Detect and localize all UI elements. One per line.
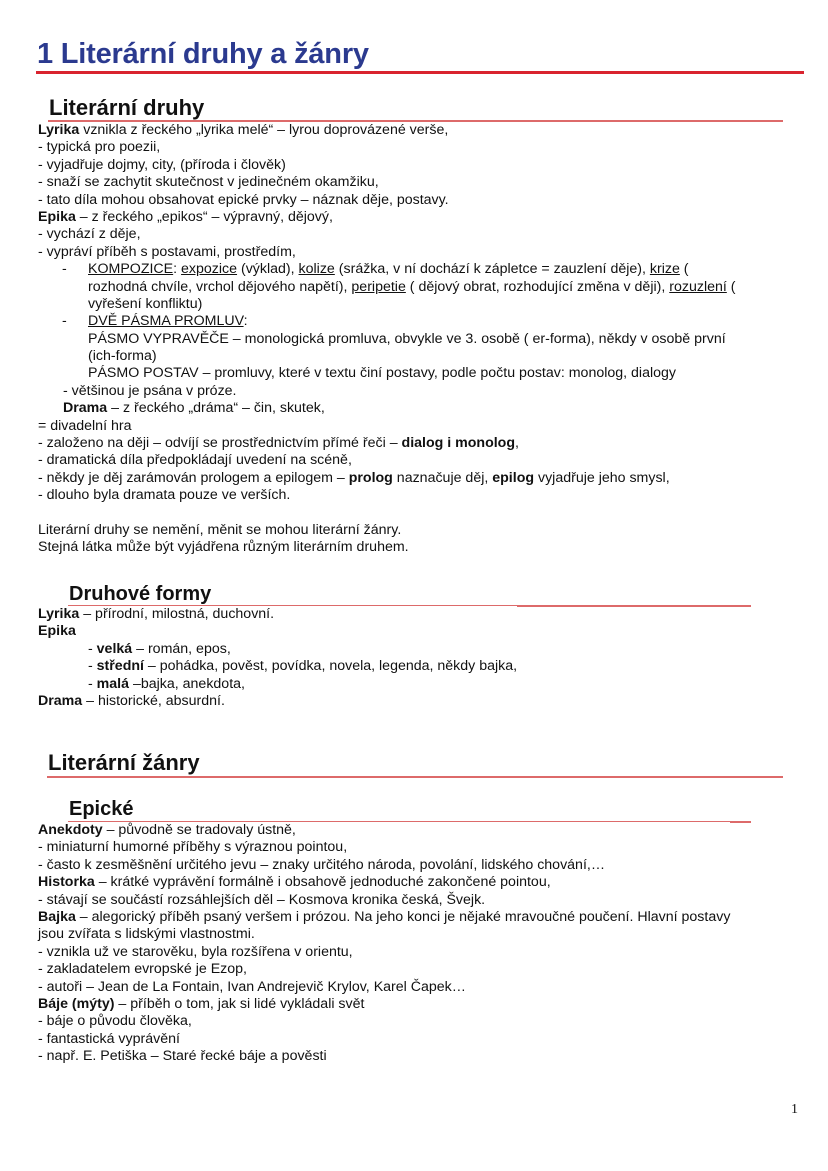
list-item: - založeno na ději – odvíjí se prostřednictvím přímé řeči – dialog i monolog, [38, 435, 736, 452]
paragraph-bajka: Bajka – alegorický příběh psaný veršem i prózou. Na jeho konci je nějaké mravoučné poučení. Hlavní postavy [38, 908, 731, 925]
list-item: - báje o původu člověka, [38, 1013, 730, 1030]
kompozice-item: - KOMPOZICE: expozice (výklad), kolize (srážka, v ní dochází k zápletce = zauzlení děje), krize ( [38, 261, 736, 278]
forma-lyrika: Lyrika – přírodní, milostná, duchovní. [38, 606, 517, 623]
pasmo-vypravece-continued: (ich-forma) [38, 348, 736, 365]
list-item: - vyjadřuje dojmy, city, (příroda i člověk) [38, 157, 736, 174]
pasma-label: DVĚ PÁSMA PROMLUV [88, 313, 244, 330]
list-item: - miniaturní humorné příběhy s výraznou pointou, [38, 839, 730, 856]
list-item: - vypráví příběh s postavami, prostředím, [38, 244, 736, 261]
list-item: - typická pro poezii, [38, 139, 736, 156]
kompozice-continued: rozhodná chvíle, vrchol dějového napětí), peripetie ( dějový obrat, rozhodující změna v ději), rozuzlení ( [38, 279, 736, 296]
section-druhy-body [38, 122, 736, 557]
list-item: - stávají se součástí rozsáhlejších děl – Kosmova kronika česká, Švejk. [38, 892, 730, 909]
list-item: - snaží se zachytit skutečnost v jedinečném okamžiku, [38, 174, 736, 191]
kompozice-continued: vyřešení konfliktu) [38, 296, 736, 313]
forma-drama: Drama – historické, absurdní. [38, 693, 517, 710]
page-title: 1 Literární druhy a žánry [37, 38, 369, 70]
list-item: - často k zesměšnění určitého jevu – znaky určitého národa, povolání, lidského chování,… [38, 857, 730, 874]
section-formy-body [38, 606, 517, 710]
paragraph-lyrika: Lyrika vznikla z řeckého „lyrika melé“ – lyrou doprovázené verše, [38, 122, 736, 139]
list-item: - většinou je psána v próze. [38, 383, 736, 400]
section-zanry-body [38, 822, 730, 1065]
list-item: - dramatická díla předpokládají uvedení na scéně, [38, 452, 736, 469]
paragraph-bajka-continued: jsou zvířata s lidskými vlastnostmi. [38, 926, 730, 943]
kompozice-label: KOMPOZICE [88, 261, 174, 278]
list-item: - někdy je děj zarámován prologem a epilogem – prolog naznačuje děj, epilog vyjadřuje jeho smysl, [38, 470, 736, 487]
summary-line: Stejná látka může být vyjádřena různým literárním druhem. [38, 539, 736, 556]
term-drama: Drama [63, 400, 108, 417]
forma-epika-item: - malá –bajka, anekdota, [38, 676, 517, 693]
list-item: - zakladatelem evropské je Ezop, [38, 961, 730, 978]
list-item: - fantastická vyprávění [38, 1031, 730, 1048]
list-item: - autoři – Jean de La Fontain, Ivan Andrejevič Krylov, Karel Čapek… [38, 979, 730, 996]
heading-epicke: Epické [69, 798, 134, 820]
pasmo-postav: PÁSMO POSTAV – promluvy, které v textu činí postavy, podle počtu postav: monolog, dialogy [38, 365, 736, 382]
heading-literarni-druhy: Literární druhy [49, 95, 205, 120]
forma-epika: Epika [38, 623, 517, 640]
paragraph-baje: Báje (mýty) – příběh o tom, jak si lidé vykládali svět [38, 996, 730, 1013]
paragraph-epika: Epika – z řeckého „epikos“ – výpravný, dějový, [38, 209, 736, 226]
paragraph-historka: Historka – krátké vyprávění formálně i obsahově jednoduché zakončené pointou, [38, 874, 730, 891]
list-item: - dlouho byla dramata pouze ve verších. [38, 487, 736, 504]
paragraph-anekdoty: Anekdoty – původně se tradovaly ústně, [38, 822, 730, 839]
heading-druhove-formy: Druhové formy [69, 583, 212, 605]
title-rule [36, 71, 804, 74]
pasma-item: - DVĚ PÁSMA PROMLUV: [38, 313, 736, 330]
forma-epika-item: - velká – román, epos, [38, 641, 517, 658]
term-epika: Epika [38, 208, 76, 225]
list-item: - tato díla mohou obsahovat epické prvky – náznak děje, postavy. [38, 192, 736, 209]
list-item: - např. E. Petiška – Staré řecké báje a pověsti [38, 1048, 730, 1065]
term-lyrika: Lyrika [38, 122, 80, 138]
heading-rule [47, 776, 783, 778]
list-item: = divadelní hra [38, 418, 736, 435]
pasmo-vypravece: PÁSMO VYPRAVĚČE – monologická promluva, obvykle ve 3. osobě ( er-forma), někdy v osobě první [38, 331, 736, 348]
paragraph-drama: Drama – z řeckého „dráma“ – čin, skutek, [38, 400, 736, 417]
list-item: - vznikla už ve starověku, byla rozšířena v orientu, [38, 944, 730, 961]
summary-line: Literární druhy se nemění, měnit se mohou literární žánry. [38, 522, 736, 539]
forma-epika-item: - střední – pohádka, pověst, povídka, novela, legenda, někdy bajka, [38, 658, 517, 675]
page-number: 1 [791, 1102, 798, 1117]
heading-literarni-zanry: Literární žánry [48, 750, 200, 775]
list-item: - vychází z děje, [38, 226, 736, 243]
